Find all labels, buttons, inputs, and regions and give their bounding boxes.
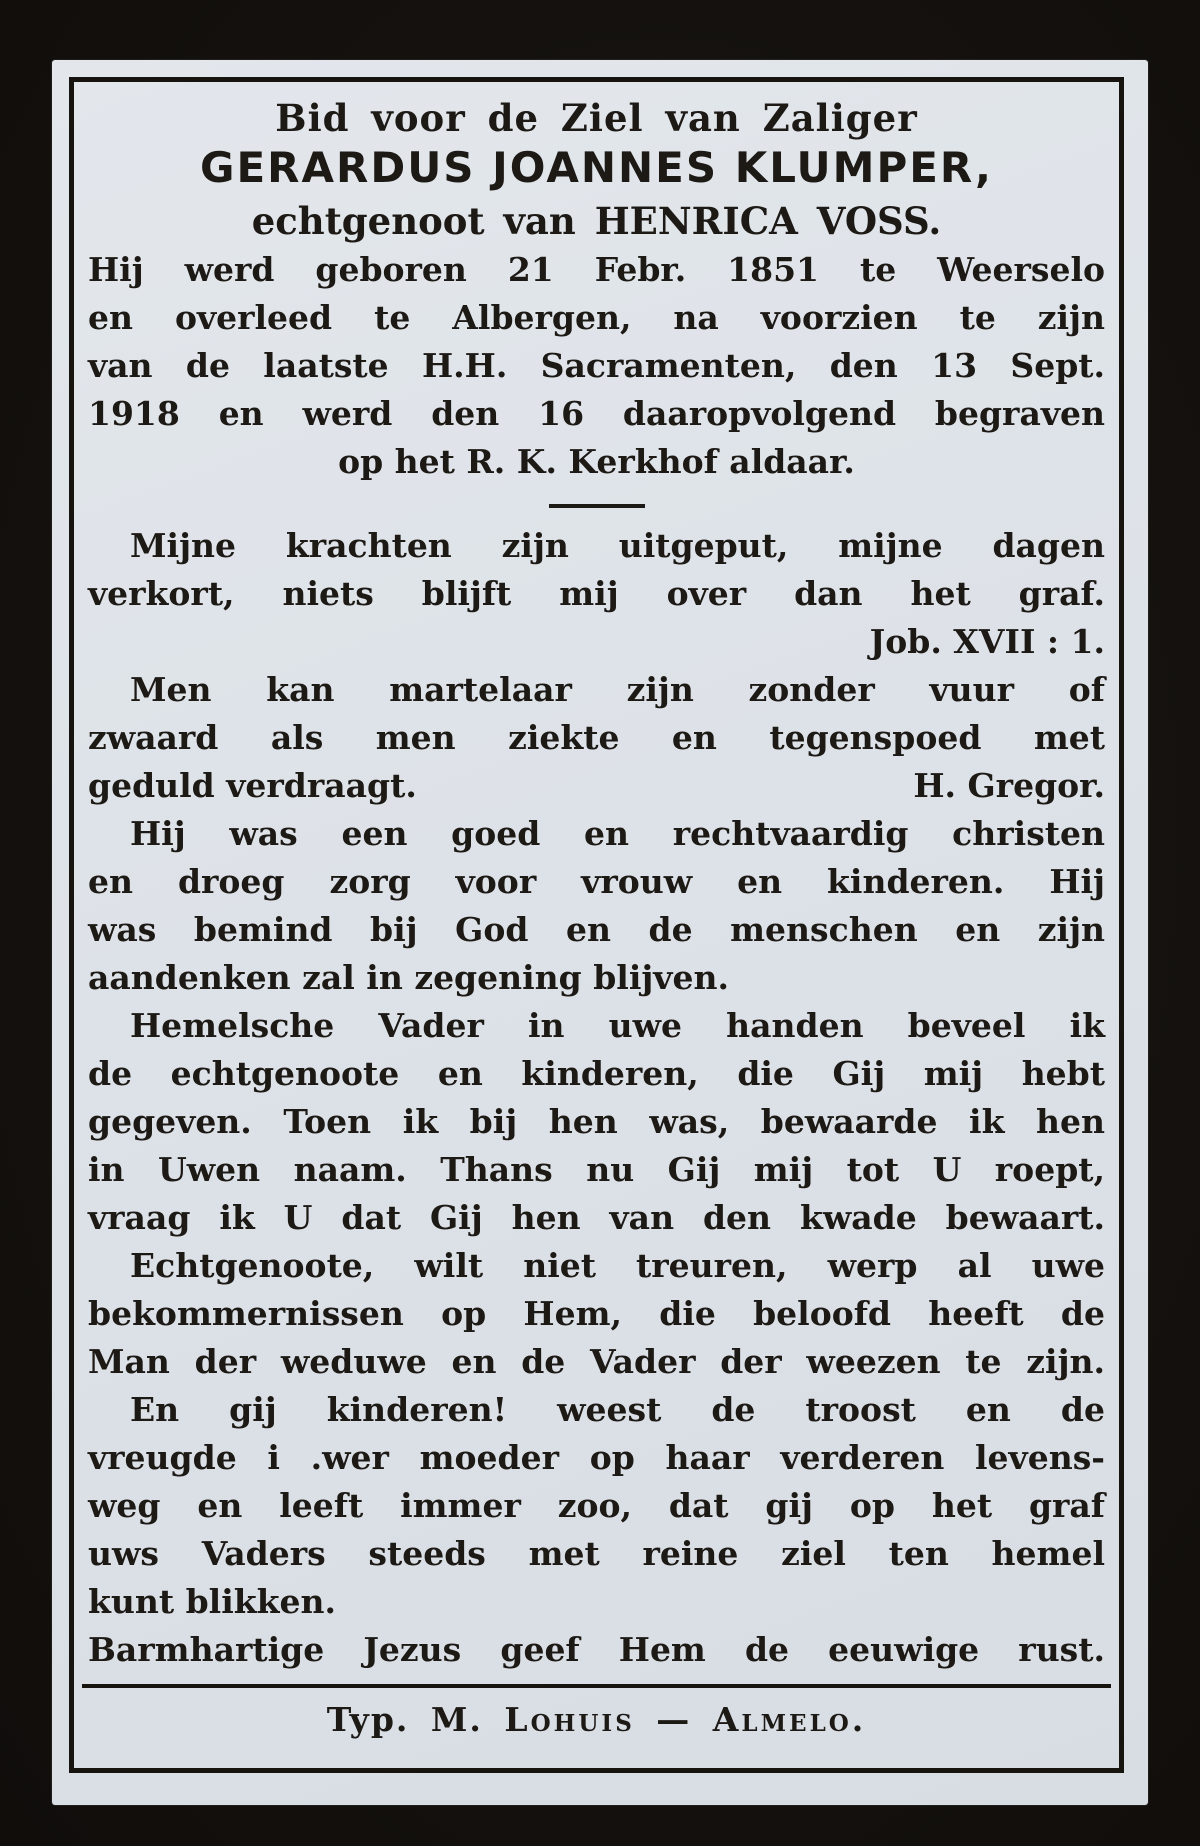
header-intro-line: Bid voor de Ziel van Zaliger	[275, 96, 918, 140]
eulogy-line: was bemind bij God en de menschen en zijn	[88, 910, 1105, 949]
quote-line: verkort, niets blijft mij over dan het graf.	[88, 574, 1105, 613]
obituary-paragraph	[88, 246, 1105, 486]
obituary-line: 1918 en werd den 16 daaropvolgend begraven	[88, 394, 1105, 433]
obituary-line: van de laatste H.H. Sacramenten, den 13 Sept.	[88, 346, 1105, 385]
footer-rule	[82, 1684, 1111, 1688]
eulogy-line: en droeg zorg voor vrouw en kinderen. Hij	[88, 862, 1105, 901]
eulogy-line: Hij was een goed en rechtvaardig christen	[130, 814, 1105, 853]
prayer-line: gegeven. Toen ik bij hen was, bewaarde ik hen	[88, 1102, 1105, 1141]
obituary-line: en overleed te Albergen, na voorzien te zijn	[88, 298, 1105, 337]
printer-imprint	[88, 1694, 1105, 1746]
prayer-paragraph	[88, 1002, 1105, 1242]
quote-line: Men kan martelaar zijn zonder vuur of	[130, 670, 1105, 709]
consolation-line: bekommernissen op Hem, die beloofd heeft de	[88, 1294, 1105, 1333]
imprint-separator: —	[634, 1700, 713, 1739]
consolation-wife-paragraph	[88, 1242, 1105, 1386]
obituary-line: Hij werd geboren 21 Febr. 1851 te Weerselo	[88, 250, 1105, 289]
quote-line-end: geduld verdraagt.	[88, 766, 417, 805]
prayer-line: de echtgenoote en kinderen, die Gij mij hebt	[88, 1054, 1105, 1093]
card-border-frame	[69, 77, 1124, 1773]
obituary-line: op het R. K. Kerkhof aldaar.	[338, 442, 855, 481]
imprint-prefix: Typ. M.	[326, 1700, 505, 1739]
quote-source: Job. XVII : 1.	[869, 622, 1105, 661]
consolation-line: Echtgenoote, wilt niet treuren, werp al uwe	[130, 1246, 1105, 1285]
gregor-quote-paragraph	[88, 666, 1105, 810]
consolation-line: Man der weduwe en de Vader der weezen te zijn.	[88, 1342, 1105, 1381]
prayer-line: vraag ik U dat Gij hen van den kwade bewaart.	[88, 1198, 1105, 1237]
spouse-line: echtgenoot van HENRICA VOSS.	[251, 199, 942, 243]
card-header	[88, 96, 1105, 246]
quote-line-with-source	[88, 762, 1105, 810]
section-divider-rule	[549, 504, 645, 508]
quote-line: zwaard als men ziekte en tegenspoed met	[88, 718, 1105, 757]
consolation-line: kunt blikken.	[88, 1582, 336, 1621]
deceased-name: GERARDUS JOANNES KLUMPER,	[199, 143, 994, 192]
consolation-children-paragraph	[88, 1386, 1105, 1626]
prayer-line: in Uwen naam. Thans nu Gij mij tot U roept,	[88, 1150, 1105, 1189]
consolation-line: uws Vaders steeds met reine ziel ten hemel	[88, 1534, 1105, 1573]
closing-prayer-line: Barmhartige Jezus geef Hem de eeuwige rust.	[88, 1630, 1105, 1669]
quote-line: Mijne krachten zijn uitgeput, mijne dagen	[130, 526, 1105, 565]
consolation-line: vreugde i .wer moeder op haar verderen levens-	[88, 1438, 1105, 1477]
job-quote-paragraph	[88, 522, 1105, 666]
eulogy-paragraph	[88, 810, 1105, 1002]
consolation-line: weg en leeft immer zoo, dat gij op het graf	[88, 1486, 1105, 1525]
quote-source: H. Gregor.	[913, 766, 1105, 805]
prayer-line: Hemelsche Vader in uwe handen beveel ik	[130, 1006, 1105, 1045]
printer-city: Almelo.	[712, 1700, 867, 1739]
eulogy-line: aandenken zal in zegening blijven.	[88, 958, 729, 997]
printer-name: Lohuis	[504, 1700, 635, 1739]
memorial-card	[52, 60, 1148, 1805]
consolation-line: En gij kinderen! weest de troost en de	[130, 1390, 1105, 1429]
